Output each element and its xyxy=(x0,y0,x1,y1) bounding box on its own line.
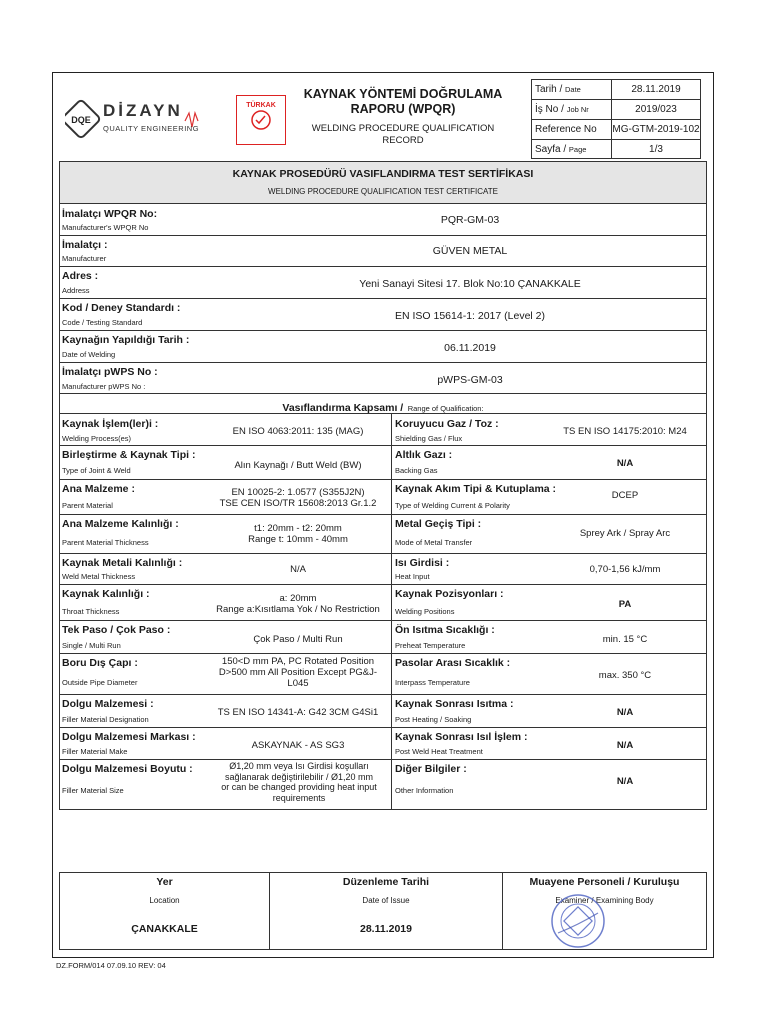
pwps-no-sublabel: Manufacturer pWPS No : xyxy=(62,382,146,391)
footer-table xyxy=(59,872,707,950)
wpqr-no-sublabel: Manufacturer's WPQR No xyxy=(62,223,149,232)
metal-transfer-label: Metal Geçiş Tipi : xyxy=(395,518,482,530)
standard-label: Kod / Deney Standardı : xyxy=(62,302,181,314)
reference-no-value: MG-GTM-2019-102 xyxy=(612,124,700,135)
parent-material-label: Ana Malzeme : xyxy=(62,483,135,495)
manufacturer-value: GÜVEN METAL xyxy=(432,245,508,257)
run-type-sublabel: Single / Multi Run xyxy=(62,641,121,650)
location-label: Yer xyxy=(156,876,173,888)
pipe-diameter-label: Boru Dış Çapı : xyxy=(62,657,138,669)
company-logo xyxy=(65,95,215,145)
joint-type-label: Birleştirme & Kaynak Tipi : xyxy=(62,449,196,461)
post-heating-sublabel: Post Heating / Soaking xyxy=(395,715,472,724)
reference-no-label: Reference No xyxy=(535,124,597,135)
preheat-value: min. 15 °C xyxy=(602,634,648,645)
weld-metal-thickness-sublabel: Weld Metal Thickness xyxy=(62,572,136,581)
certificate-title-en: WELDING PROCEDURE QUALIFICATION TEST CERTIFICATE xyxy=(268,187,498,196)
welding-positions-value: PA xyxy=(618,599,632,610)
other-info-sublabel: Other Information xyxy=(395,786,454,795)
other-info-label: Diğer Bilgiler : xyxy=(395,763,467,775)
pwht-value: N/A xyxy=(616,740,634,751)
welding-date-label: Kaynağın Yapıldığı Tarih : xyxy=(62,334,190,346)
wpqr-document xyxy=(52,72,714,958)
parent-thickness-sublabel: Parent Material Thickness xyxy=(62,538,149,547)
joint-type-value: Alın Kaynağı / Butt Weld (BW) xyxy=(234,460,362,471)
manufacturer-label: İmalatçı : xyxy=(62,239,108,251)
filler-make-label: Dolgu Malzemesi Markası : xyxy=(62,731,196,743)
backing-gas-sublabel: Backing Gas xyxy=(395,466,438,475)
address-value: Yeni Sanayi Sitesi 17. Blok No:10 ÇANAKKALE xyxy=(359,278,581,290)
page-value: 1/3 xyxy=(649,144,663,155)
throat-thickness-value: a: 20mm Range a:Kısıtlama Yok / No Restriction xyxy=(216,593,380,615)
accreditation-logo-text: TÜRKAK xyxy=(246,102,276,109)
preheat-label: Ön Isıtma Sıcaklığı : xyxy=(395,624,495,636)
pipe-diameter-sublabel: Outside Pipe Diameter xyxy=(62,678,138,687)
title-en-line2: RECORD xyxy=(382,135,424,146)
page-label: Sayfa / Page xyxy=(535,144,587,155)
process-label: Kaynak İşlem(ler)i : xyxy=(62,418,159,430)
certificate-title-band xyxy=(59,161,707,204)
svg-text:DQE: DQE xyxy=(71,115,91,125)
qualification-table xyxy=(59,414,707,810)
backing-gas-label: Altlık Gazı : xyxy=(395,449,453,461)
range-header xyxy=(59,394,707,414)
wpqr-no-label: İmalatçı WPQR No: xyxy=(62,208,158,220)
throat-thickness-label: Kaynak Kalınlığı : xyxy=(62,588,150,600)
filler-size-value: Ø1,20 mm veya Isı Girdisi koşulları sağlanarak değiştirilebilir / Ø1,20 mm or can be changed providing heat input requirements xyxy=(221,761,377,803)
date-label: Tarih / Date xyxy=(535,84,581,95)
examiner-label: Muayene Personeli / Kuruluşu xyxy=(529,876,680,888)
filler-size-label: Dolgu Malzemesi Boyutu : xyxy=(62,763,193,775)
weld-metal-thickness-value: N/A xyxy=(290,564,306,575)
welding-positions-label: Kaynak Pozisyonları : xyxy=(395,588,504,600)
shielding-gas-sublabel: Shielding Gas / Flux xyxy=(395,434,463,443)
current-type-sublabel: Type of Welding Current & Polarity xyxy=(395,501,510,510)
heat-input-sublabel: Heat Input xyxy=(395,572,430,581)
address-label: Adres : xyxy=(62,270,99,282)
location-value: ÇANAKKALE xyxy=(131,923,198,935)
current-type-label: Kaynak Akım Tipi & Kutuplama : xyxy=(395,483,557,495)
date-value: 28.11.2019 xyxy=(631,84,681,95)
post-heating-value: N/A xyxy=(616,707,634,718)
preheat-sublabel: Preheat Temperature xyxy=(395,641,466,650)
info-section xyxy=(59,204,707,394)
welding-date-value: 06.11.2019 xyxy=(444,342,496,354)
reference-box xyxy=(531,79,701,159)
examiner-sublabel: Examiner / Examining Body xyxy=(555,896,654,905)
certificate-title-tr: KAYNAK PROSEDÜRÜ VASIFLANDIRMA TEST SERTİFİKASI xyxy=(232,168,534,180)
metal-transfer-sublabel: Mode of Metal Transfer xyxy=(395,538,473,547)
manufacturer-sublabel: Manufacturer xyxy=(62,254,107,263)
process-value: EN ISO 4063:2011: 135 (MAG) xyxy=(232,426,364,437)
accreditation-seal-icon xyxy=(246,109,276,131)
pwps-no-label: İmalatçı pWPS No : xyxy=(62,366,158,378)
issue-date-label: Düzenleme Tarihi xyxy=(342,876,430,888)
parent-thickness-label: Ana Malzeme Kalınlığı : xyxy=(62,518,179,530)
standard-value: EN ISO 15614-1: 2017 (Level 2) xyxy=(394,310,545,322)
filler-designation-label: Dolgu Malzemesi : xyxy=(62,698,154,710)
company-stamp-icon xyxy=(550,893,606,949)
backing-gas-value: N/A xyxy=(616,458,634,469)
pipe-diameter-value: 150<D mm PA, PC Rotated Position D>500 mm All Position Except PG&J- L045 xyxy=(218,656,378,689)
heat-input-value: 0,70-1,56 kJ/mm xyxy=(589,564,661,575)
location-sublabel: Location xyxy=(149,896,180,905)
parent-material-value: EN 10025-2: 1.0577 (S355J2N) TSE CEN ISO/TR 15608:2013 Gr.1.2 xyxy=(219,487,377,509)
other-info-value: N/A xyxy=(616,776,634,787)
address-sublabel: Address xyxy=(62,286,90,295)
shielding-gas-label: Koruyucu Gaz / Toz : xyxy=(395,418,499,430)
current-type-value: DCEP xyxy=(611,490,639,501)
accreditation-logo xyxy=(236,95,286,145)
joint-type-sublabel: Type of Joint & Weld xyxy=(62,466,131,475)
process-sublabel: Welding Process(es) xyxy=(62,434,132,443)
standard-sublabel: Code / Testing Standard xyxy=(62,318,143,327)
interpass-value: max. 350 °C xyxy=(598,670,652,681)
range-title: Vasıflandırma Kapsamı / xyxy=(282,402,404,414)
wpqr-no-value: PQR-GM-03 xyxy=(440,214,500,226)
heat-input-label: Isı Girdisi : xyxy=(395,557,450,569)
filler-designation-value: TS EN ISO 14341-A: G42 3CM G4Si1 xyxy=(217,707,379,718)
welding-positions-sublabel: Welding Positions xyxy=(395,607,455,616)
run-type-label: Tek Paso / Çok Paso : xyxy=(62,624,171,636)
filler-size-sublabel: Filler Material Size xyxy=(62,786,124,795)
filler-designation-sublabel: Filler Material Designation xyxy=(62,715,149,724)
run-type-value: Çok Paso / Multi Run xyxy=(253,634,343,645)
company-tagline: QUALITY ENGINEERING xyxy=(103,124,200,133)
filler-make-value: ASKAYNAK - AS SG3 xyxy=(251,740,345,751)
metal-transfer-value: Sprey Ark / Spray Arc xyxy=(579,528,671,539)
job-no-label: İş No / Job Nr xyxy=(535,104,589,115)
pwht-label: Kaynak Sonrası Isıl İşlem : xyxy=(395,731,528,743)
form-code: DZ.FORM/014 07.09.10 REV: 04 xyxy=(56,961,166,970)
shielding-gas-value: TS EN ISO 14175:2010: M24 xyxy=(563,426,687,437)
title-en-line1: WELDING PROCEDURE QUALIFICATION xyxy=(311,123,495,134)
company-name: DİZAYN xyxy=(103,101,183,120)
pwps-no-value: pWPS-GM-03 xyxy=(437,374,503,386)
parent-thickness-value: t1: 20mm - t2: 20mm Range t: 10mm - 40mm xyxy=(248,523,348,545)
interpass-sublabel: Interpass Temperature xyxy=(395,678,470,687)
weld-metal-thickness-label: Kaynak Metali Kalınlığı : xyxy=(62,557,183,569)
job-no-value: 2019/023 xyxy=(635,104,677,115)
issue-date-sublabel: Date of Issue xyxy=(362,896,410,905)
title-tr-line2: RAPORU (WPQR) xyxy=(350,102,456,116)
throat-thickness-sublabel: Throat Thickness xyxy=(62,607,120,616)
title-tr-line1: KAYNAK YÖNTEMİ DOĞRULAMA xyxy=(303,87,503,101)
welding-date-sublabel: Date of Welding xyxy=(62,350,116,359)
pwht-sublabel: Post Weld Heat Treatment xyxy=(395,747,483,756)
interpass-label: Pasolar Arası Sıcaklık : xyxy=(395,657,511,669)
issue-date-value: 28.11.2019 xyxy=(360,923,412,935)
parent-material-sublabel: Parent Material xyxy=(62,501,113,510)
post-heating-label: Kaynak Sonrası Isıtma : xyxy=(395,698,514,710)
range-subtitle: Range of Qualification: xyxy=(407,404,484,413)
filler-make-sublabel: Filler Material Make xyxy=(62,747,128,756)
